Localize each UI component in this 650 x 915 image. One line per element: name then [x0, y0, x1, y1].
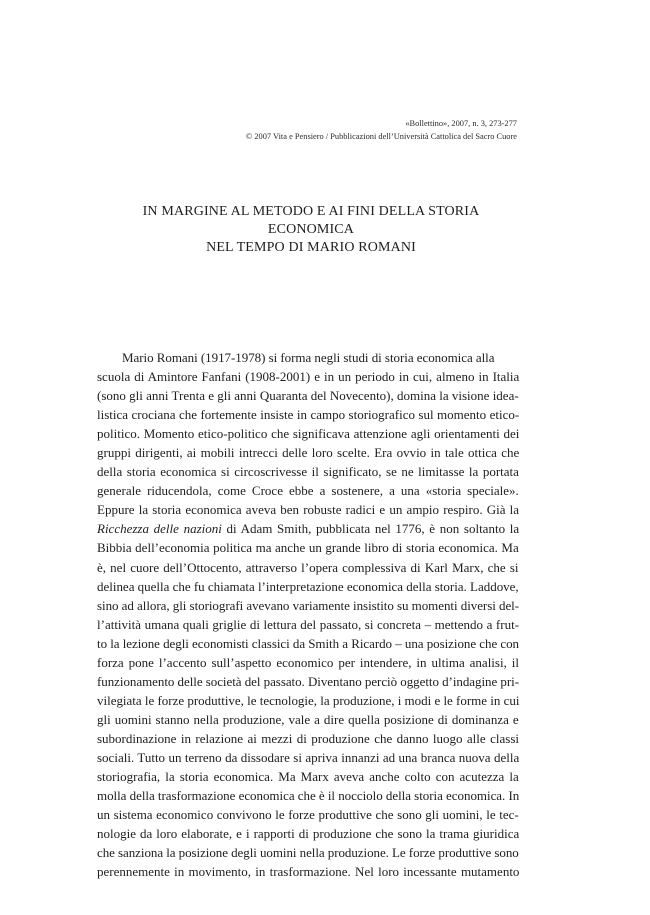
body-line: funzionamento delle società del passato. Diventano perciò oggetto d’indagine pri-	[97, 673, 519, 689]
body-line: forza pone l’accento sull’aspetto economico per intendere, in ultima analisi, il	[97, 654, 520, 670]
body-line: delinea quella che fu chiamata l’interpretazione economica della storia. Laddove,	[97, 578, 519, 594]
body-line: della storia economica si circoscrivesse il significato, se ne limitasse la portata	[97, 464, 519, 480]
body-line: storiografia, la storia economica. Ma Marx aveva anche colto con acutezza la	[97, 769, 519, 785]
title-line-2: NEL TEMPO DI MARIO ROMANI	[206, 240, 416, 255]
body-line: sociali. Tutto un terreno da dissodare si apriva innanzi ad una branca nuova della	[97, 749, 520, 765]
body-line-italic-title	[97, 519, 519, 538]
title-line-1: IN MARGINE AL METODO E AI FINI DELLA STORIA ECONOMICA	[142, 204, 480, 237]
body-line: listica crociana che fortemente insiste in campo storiografico sul momento etico-	[97, 407, 520, 423]
body-line: un sistema economico convivono le forze produttive che sono gli uomini, le tec-	[97, 807, 519, 823]
body-line: Eppure la storia economica aveva ben robuste radici e un ampio respiro. Già la	[97, 502, 520, 518]
body-line: gruppi dirigenti, ai mobili intrecci delle loro scelte. Era ovvio in tale ottica che	[97, 445, 520, 461]
journal-citation: «Bollettino», 2007, n. 3, 273-277	[405, 119, 517, 128]
body-line: scuola di Amintore Fanfani (1908-2001) e in un periodo in cui, almeno in Italia	[97, 369, 520, 385]
body-line: (sono gli anni Trenta e gli anni Quaranta del Novecento), domina la visione idea-	[97, 388, 519, 404]
body-line: vilegiata le forze produttive, le tecnologie, la produzione, i modi e le forme in cui	[97, 692, 520, 708]
article-title	[100, 203, 522, 257]
body-line: che sanziona la posizione degli uomini nella produzione. Le forze produttive sono	[97, 845, 519, 861]
body-line: perennemente in movimento, in trasformazione. Nel loro incessante mutamento	[97, 864, 520, 880]
body-line: l’attività umana quali griglie di lettura del passato, si concreta – mettendo a frut-	[97, 616, 520, 632]
body-line: to la lezione degli economisti classici da Smith a Ricardo – una posizione che con	[97, 635, 519, 651]
article-body	[97, 348, 519, 881]
body-line: sino ad allora, gli storiografi avevano variamente insistito su momenti diversi del-	[97, 597, 520, 613]
body-line: nologie da loro elaborate, e i rapporti di produzione che sono la trama giuridica	[97, 826, 520, 842]
body-line: subordinazione in relazione ai mezzi di produzione che danno luogo alle classi	[97, 730, 519, 746]
body-line: generale riducendola, come Croce ebbe a sostenere, a una «storia speciale».	[97, 483, 519, 499]
page-header	[150, 117, 517, 143]
book-title: Ricchezza delle nazioni	[97, 521, 222, 537]
body-line: è, nel cuore dell’Ottocento, attraverso l’opera complessiva di Karl Marx, che si	[97, 559, 519, 575]
body-line: Bibbia dell’economia politica ma anche un grande libro di storia economica. Ma	[97, 540, 519, 556]
body-line: politico. Momento etico-politico che significava attenzione agli orientamenti dei	[97, 426, 520, 442]
body-line-rest: di Adam Smith, pubblicata nel 1776, è non soltanto la	[221, 521, 520, 537]
copyright-notice: © 2007 Vita e Pensiero / Pubblicazioni dell’Università Cattolica del Sacro Cuore	[245, 132, 517, 141]
body-line: gli uomini stanno nella produzione, vale a dire quella posizione di dominanza e	[97, 711, 519, 727]
body-line: Mario Romani (1917-1978) si forma negli studi di storia economica alla	[122, 350, 495, 365]
body-line: molla della trasformazione economica che è il nocciolo della storia economica. In	[97, 788, 520, 804]
